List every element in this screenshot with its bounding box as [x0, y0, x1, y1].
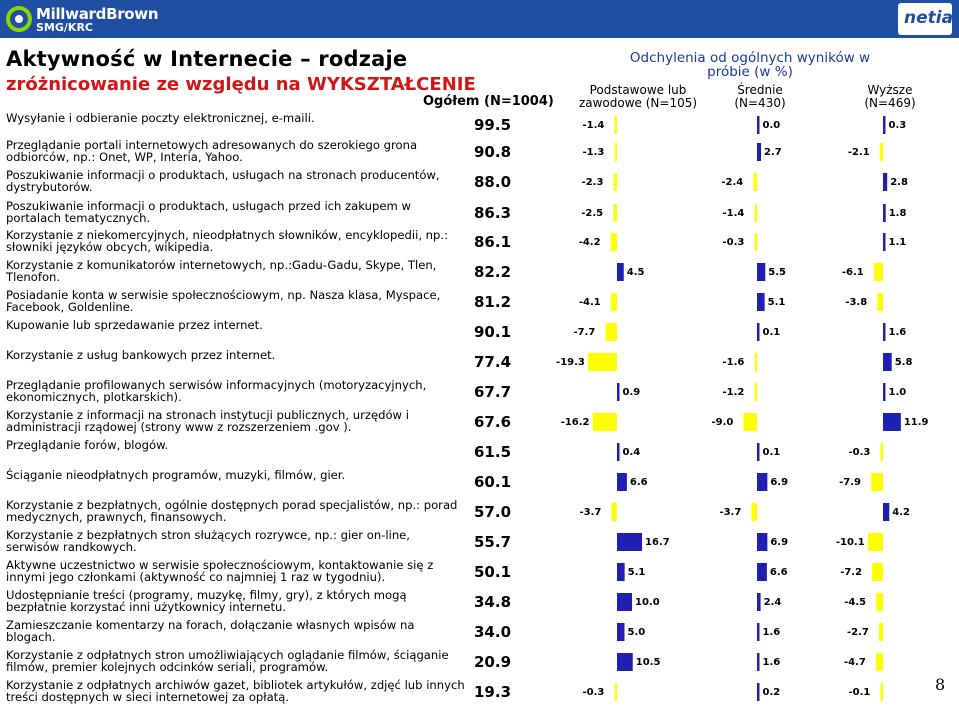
row-label: Wysyłanie i odbieranie poczty elektronicznej, e-maili. [6, 111, 315, 125]
deviation-bar [611, 503, 617, 521]
deviation-value: -0.3 [722, 237, 745, 248]
deviation-value: 10.5 [635, 657, 661, 668]
deviation-bar [877, 293, 883, 311]
deviation-value: -1.3 [582, 147, 605, 158]
row-total: 60.1 [474, 473, 512, 491]
deviation-bar [744, 413, 758, 431]
deviation-value: 1.0 [888, 387, 907, 398]
deviation-bar [757, 143, 761, 161]
row-total: 19.3 [474, 683, 512, 701]
deviation-value: -19.3 [556, 357, 585, 368]
deviation-value: -3.7 [719, 507, 742, 518]
deviation-value: 0.2 [762, 687, 781, 698]
logo-brand-text: MillwardBrown [36, 5, 159, 23]
deviation-bar [617, 593, 632, 611]
deviation-value: -0.1 [848, 687, 871, 698]
deviation-value: 1.8 [888, 208, 907, 219]
deviation-bar [757, 593, 761, 611]
deviation-value: -2.4 [721, 177, 744, 188]
deviation-bar [879, 623, 883, 641]
deviation-value: 0.1 [762, 327, 781, 338]
deviation-value: 5.1 [767, 297, 786, 308]
row-total: 77.4 [474, 353, 512, 371]
deviation-bar [617, 533, 642, 551]
deviation-bar [617, 263, 624, 281]
deviation-value: -7.2 [840, 567, 863, 578]
row-label: Korzystanie z komunikatorów internetowych, np.:Gadu-Gadu, Skype, Tlen, Tlenofon. [6, 258, 437, 284]
row-total: 86.3 [474, 204, 512, 222]
deviation-value: 0.4 [622, 447, 641, 458]
deviation-bar [611, 233, 617, 251]
deviation-bar [757, 623, 760, 641]
deviation-value: 6.6 [629, 477, 648, 488]
deviation-value: -2.3 [581, 177, 604, 188]
deviation-value: 6.6 [769, 567, 788, 578]
row-label: Korzystanie z bezpłatnych, ogólnie dostępnych porad specjalistów, np.: porad medycznych, prawnych, finansowych. [6, 498, 458, 524]
deviation-bar [755, 233, 758, 251]
deviation-header-line2: próbie (w %) [707, 64, 793, 80]
deviation-bar [868, 533, 883, 551]
deviation-bar [755, 353, 758, 371]
row-total: 34.8 [474, 593, 512, 611]
deviation-value: -4.5 [844, 597, 867, 608]
row-total: 67.6 [474, 413, 512, 431]
deviation-bar [605, 323, 617, 341]
row-label: Korzystanie z bezpłatnych stron służących rozrywce, np.: gier on-line, serwisów randkowych. [6, 528, 410, 554]
deviation-value: -0.3 [582, 687, 605, 698]
group-header-higher-line2: (N=469) [864, 96, 916, 110]
deviation-bar [615, 683, 618, 701]
deviation-bar [872, 563, 883, 581]
deviation-value: -4.1 [578, 297, 601, 308]
deviation-value: 0.0 [762, 120, 781, 131]
deviation-value: 6.9 [770, 537, 789, 548]
deviation-bar [617, 473, 627, 491]
row-total: 90.1 [474, 323, 512, 341]
deviation-bar [876, 653, 883, 671]
row-label: Poszukiwanie informacji o produktach, usługach przed ich zakupem w portalach tematycznych. [6, 199, 411, 225]
row-label: Kupowanie lub sprzedawanie przez internet. [6, 318, 263, 332]
deviation-value: 2.7 [764, 147, 782, 158]
row-label: Posiadanie konta w serwisie społecznościowym, np. Nasza klasa, Myspace, Facebook, Goldenline. [6, 288, 441, 314]
deviation-value: 0.9 [622, 387, 641, 398]
deviation-value: 5.1 [627, 567, 646, 578]
row-total: 88.0 [474, 173, 512, 191]
row-label: Przeglądanie profilowanych serwisów informacyjnych (motoryzacyjnych, ekonomicznych, plotkarskich). [6, 378, 427, 404]
deviation-value: -7.7 [573, 327, 596, 338]
deviation-bar [753, 173, 757, 191]
row-label: Korzystanie z usług bankowych przez internet. [6, 348, 276, 362]
deviation-value: -6.1 [841, 267, 864, 278]
row-label: Korzystanie z niekomercyjnych, nieodpłatnych słowników, encyklopedii, np.: słowniki języków obcych, wikipedia. [6, 228, 448, 254]
deviation-bar [883, 233, 886, 251]
deviation-value: -2.1 [847, 147, 870, 158]
group-header-basic-line1: Podstawowe lub [589, 83, 687, 97]
deviation-value: 6.9 [770, 477, 789, 488]
deviation-bar [615, 143, 618, 161]
deviation-value: -7.9 [839, 477, 862, 488]
deviation-bar [751, 503, 757, 521]
page-number: 8 [935, 675, 946, 694]
deviation-bar [593, 413, 617, 431]
deviation-value: 1.6 [888, 327, 907, 338]
row-total: 81.2 [474, 293, 512, 311]
deviation-value: 5.0 [627, 627, 646, 638]
deviation-bar [881, 683, 884, 701]
deviation-bar [757, 323, 760, 341]
deviation-bar [614, 173, 617, 191]
deviation-bar [883, 116, 886, 134]
total-column-header: Ogółem (N=1004) [423, 94, 554, 109]
deviation-bar [871, 473, 883, 491]
deviation-value: 4.2 [892, 507, 911, 518]
deviation-value: -1.4 [582, 120, 605, 131]
row-total: 67.7 [474, 383, 512, 401]
deviation-bar [876, 593, 883, 611]
deviation-bar [615, 116, 618, 134]
deviation-bar [883, 383, 886, 401]
deviation-bar [883, 503, 889, 521]
deviation-bar [757, 443, 760, 461]
deviation-bar [617, 443, 620, 461]
deviation-bar [611, 293, 617, 311]
deviation-bar [617, 383, 620, 401]
deviation-bar [617, 623, 625, 641]
deviation-bar [757, 263, 765, 281]
deviation-value: -4.7 [843, 657, 866, 668]
row-total: 99.5 [474, 116, 512, 134]
row-label: Korzystanie z odpłatnych stron umożliwiających oglądanie filmów, ściąganie filmów, premier kolejnych odcinków seriali, programów. [6, 648, 449, 674]
logo-sub-text: SMG/KRC [36, 21, 93, 34]
group-header-higher-line1: Wyższe [867, 83, 913, 97]
deviation-value: 5.8 [894, 357, 913, 368]
deviation-bar [757, 653, 760, 671]
row-total: 90.8 [474, 143, 512, 161]
deviation-bar [757, 533, 767, 551]
deviation-bar [757, 116, 760, 134]
deviation-bar [617, 653, 633, 671]
page-title: Aktywność w Internecie – rodzaje [6, 47, 408, 71]
row-label: Przeglądanie forów, blogów. [6, 438, 169, 452]
deviation-bar [883, 323, 886, 341]
deviation-value: 11.9 [903, 417, 929, 428]
row-label: Przeglądanie portali internetowych adresowanych do szerokiego grona odbiorców, np.: Onet, WP, Interia, Yahoo. [6, 138, 418, 164]
row-total: 82.2 [474, 263, 512, 281]
deviation-header-line1: Odchylenia od ogólnych wyników w [629, 50, 871, 66]
deviation-value: 0.3 [888, 120, 907, 131]
row-label: Aktywne uczestnictwo w serwisie społecznościowym, kontaktowanie się z innymi jego członkami (aktywność co najmniej 1 raz w tygodniu). [6, 558, 434, 584]
deviation-value: 1.1 [888, 237, 907, 248]
deviation-bar [757, 563, 767, 581]
deviation-value: -1.6 [722, 357, 745, 368]
deviation-value: 1.6 [762, 627, 781, 638]
deviation-bar [617, 563, 625, 581]
deviation-bar [755, 204, 758, 222]
deviation-value: -1.2 [722, 387, 745, 398]
deviation-value: -4.2 [578, 237, 601, 248]
deviation-value: -10.1 [835, 537, 865, 548]
row-total: 20.9 [474, 653, 512, 671]
row-total: 34.0 [474, 623, 512, 641]
row-label: Udostępnianie treści (programy, muzykę, filmy, gry), z których mogą bezpłatnie korzystać inni użytkownicy internetu. [6, 588, 407, 614]
row-label: Korzystanie z informacji na stronach instytucji publicznych, urzędów i administracji rządowej (strony www z rozszerzeniem .gov ). [6, 408, 409, 434]
deviation-bar [757, 683, 760, 701]
row-total: 61.5 [474, 443, 512, 461]
row-total: 50.1 [474, 563, 512, 581]
row-total: 55.7 [474, 533, 512, 551]
netia-logo-text: netia [904, 8, 954, 28]
deviation-value: 1.6 [762, 657, 781, 668]
deviation-bar [613, 204, 617, 222]
deviation-bar [757, 473, 767, 491]
page-subtitle: zróżnicowanie ze względu na WYKSZTAŁCENIE [6, 74, 476, 95]
group-header-basic-line2: zawodowe (N=105) [578, 96, 698, 110]
deviation-value: 4.5 [626, 267, 645, 278]
deviation-bar [757, 293, 765, 311]
deviation-bar [883, 353, 892, 371]
deviation-value: 2.8 [890, 177, 908, 188]
deviation-value: -16.2 [560, 417, 590, 428]
deviation-bar [883, 173, 887, 191]
deviation-bar [880, 143, 883, 161]
deviation-value: 10.0 [635, 597, 660, 608]
deviation-value: 5.5 [768, 267, 786, 278]
deviation-value: -3.8 [845, 297, 868, 308]
deviation-value: 16.7 [645, 537, 670, 548]
group-header-secondary-line2: (N=430) [734, 96, 786, 110]
row-label: Korzystanie z odpłatnych archiwów gazet, bibliotek artykułów, zdjęć lub innych treści dostępnych w sieci internetowej za opłatą. [6, 678, 465, 704]
deviation-value: -0.3 [848, 447, 871, 458]
deviation-bar [881, 443, 884, 461]
group-header-secondary-line1: Średnie [737, 83, 783, 97]
deviation-bar [755, 383, 758, 401]
deviation-bar [874, 263, 883, 281]
deviation-value: -2.5 [581, 208, 604, 219]
deviation-bar [588, 353, 617, 371]
deviation-bar [883, 413, 901, 431]
row-label: Poszukiwanie informacji o produktach, usługach na stronach producentów, dystrybutorów. [6, 168, 440, 194]
row-label: Ściąganie nieodpłatnych programów, muzyki, filmów, gier. [6, 468, 346, 482]
deviation-value: -9.0 [711, 417, 734, 428]
row-label: Zamieszczanie komentarzy na forach, dołączanie własnych wpisów na blogach. [6, 618, 415, 644]
deviation-value: -1.4 [722, 208, 745, 219]
row-total: 86.1 [474, 233, 512, 251]
deviation-value: 0.1 [762, 447, 781, 458]
deviation-value: -2.7 [846, 627, 869, 638]
row-total: 57.0 [474, 503, 512, 521]
deviation-value: 2.4 [763, 597, 782, 608]
deviation-bar [883, 204, 886, 222]
deviation-value: -3.7 [579, 507, 602, 518]
